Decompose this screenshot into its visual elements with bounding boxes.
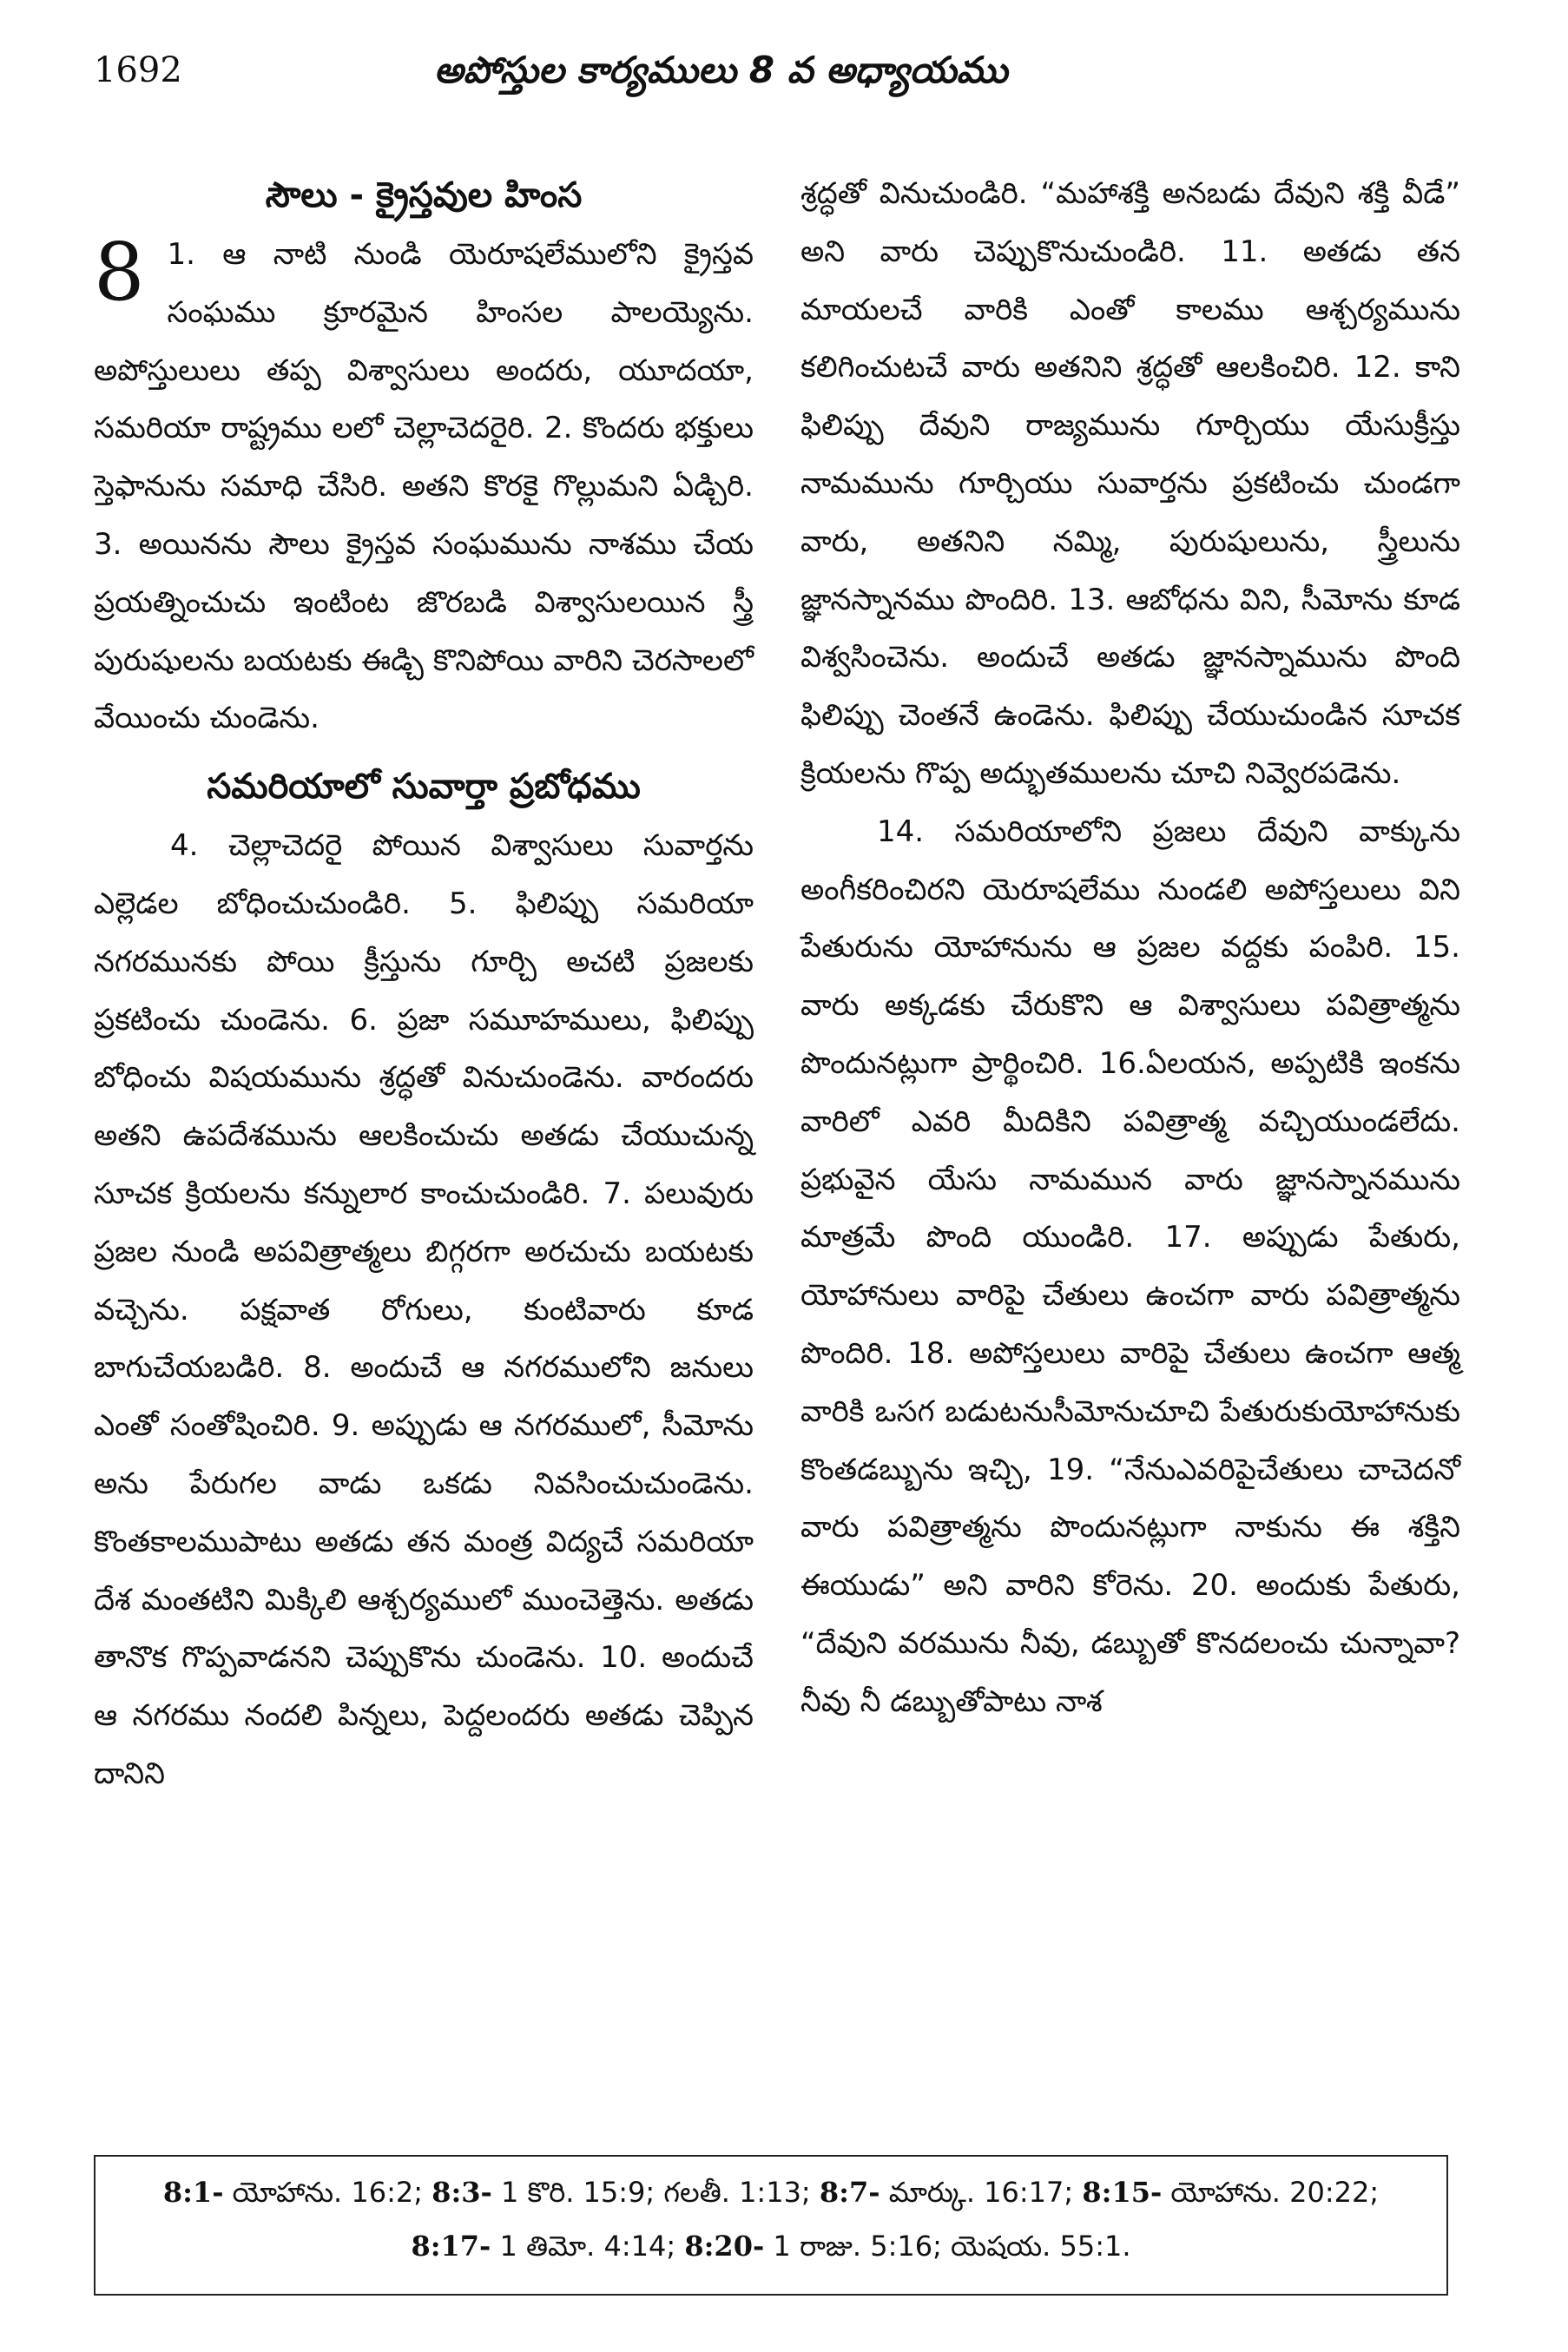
page-number: 1692 — [94, 50, 182, 90]
chapter-number: 8 — [94, 226, 145, 319]
verse-paragraph: 14. సమరియాలోని ప్రజలు దేవుని వాక్కును అంగీకరించిరని యెరూషలేము నుండలి అపోస్తలులు విని పేతురును యోహానును ఆ ప్రజల వద్దకు పంపిరి. 15. వారు అక్కడకు చేరుకొని ఆ విశ్వాసులు పవిత్రాత్మను పొందునట్లుగా ప్రార్థించిరి. 16.ఏలయన, అప్పటికి ఇంకను వారిలో ఎవరి మీదికిని పవిత్రాత్మ వచ్చియుండలేదు. ప్రభువైన యేసు నామమున వారు జ్ఞానస్నానమును మాత్రమే పొంది యుండిరి. 17. అప్పుడు పేతురు, యోహానులు వారిపై చేతులు ఉంచగా వారు పవిత్రాత్మను పొందిరి. 18. అపోస్తలులు వారిపై చేతులు ఉంచగా ఆత్మ వారికి ఒసగ బడుటనుసీమోనుచూచి పేతురుకుయోహానుకు కొంతడబ్బును ఇచ్చి, 19. “నేనుఎవరిపైచేతులు చాచెదనో వారు పవిత్రాత్మను పొందునట్లుగా నాకును ఈ శక్తిని ఈయుడు” అని వారిని కోరెను. 20. అందుకు పేతురు, “దేవుని వరమును నీవు, డబ్బుతో కొనదలంచు చున్నావా? నీవు నీ డబ్బుతోపాటు నాశ — [800, 814, 1460, 1719]
footnote-item: 8:3- 1 కొరి. 15:9; గలతీ. 1:13; — [432, 2176, 820, 2209]
footnote-box — [94, 2155, 1448, 2296]
left-column — [94, 165, 754, 1803]
footnote-item: 8:15- యోహాను. 20:22; — [1082, 2176, 1380, 2209]
footnote-item: 8:17- 1 తిమో. 4:14; — [411, 2230, 685, 2263]
running-title: అపోస్తుల కార్యములు 8 వ అధ్యాయము — [434, 49, 1008, 91]
verse-paragraph: శ్రద్ధతో వినుచుండిరి. “మహాశక్తి అనబడు దేవుని శక్తి వీడే” అని వారు చెప్పుకొనుచుండిరి. 11. అతడు తన మాయలచే వారికి ఎంతో కాలము ఆశ్చర్యమును కలిగించుటచే వారు అతనిని శ్రద్ధతో ఆలకించిరి. 12. కాని ఫిలిప్పు దేవుని రాజ్యమును గూర్చియు యేసుక్రీస్తు నామమును గూర్చియు సువార్తను ప్రకటించు చుండగా వారు, అతనిని నమ్మి, పురుషులును, స్త్రీలును జ్ఞానస్నానము పొందిరి. 13. ఆబోధను విని, సీమోను కూడ విశ్వసించెను. అందుచే అతడు జ్ఞానస్నామును పొంది ఫిలిప్పు చెంతనే ఉండెను. ఫిలిప్పు చేయుచుండిన సూచక క్రియలను గొప్ప అద్భుతములను చూచి నివ్వెరపడెను. — [800, 176, 1460, 791]
footnote-item: 8:1- యోహాను. 16:2; — [162, 2176, 432, 2209]
right-column — [800, 165, 1460, 1731]
section-heading: సౌలు - క్రైస్తవుల హింస — [265, 175, 583, 215]
footnote-item: 8:20- 1 రాజు. 5:16; యెషయ. 55:1. — [684, 2230, 1131, 2263]
verse-paragraph: 4. చెల్లాచెదరై పోయిన విశ్వాసులు సువార్తను ఎల్లెడల బోధించుచుండిరి. 5. ఫిలిప్పు సమరియా నగరమునకు పోయి క్రీస్తును గూర్చి అచటి ప్రజలకు ప్రకటించు చుండెను. 6. ప్రజా సమూహములు, ఫిలిప్పు బోధించు విషయమును శ్రద్ధతో వినుచుండెను. వారందరు అతని ఉపదేశమును ఆలకించుచు అతడు చేయుచున్న సూచక క్రియలను కన్నులార కాంచుచుండిరి. 7. పలువురు ప్రజల నుండి అపవిత్రాత్మలు బిగ్గరగా అరచుచు బయటకు వచ్చెను. పక్షవాత రోగులు, కుంటివారు కూడ బాగుచేయబడిరి. 8. అందుచే ఆ నగరములోని జనులు ఎంతో సంతోషించిరి. 9. అప్పుడు ఆ నగరములో, సీమోను అను పేరుగల వాడు ఒకడు నివసించుచుండెను. కొంతకాలముపాటు అతడు తన మంత్ర విద్యచే సమరియా దేశ మంతటిని మిక్కిలి ఆశ్చర్యములో ముంచెత్తెను. అతడు తానొక గొప్పవాడనని చెప్పుకొను చుండెను. 10. అందుచే ఆ నగరము నందలి పిన్నలు, పెద్దలందరు అతడు చెప్పిన దానిని — [94, 828, 754, 1791]
section-heading: సమరియాలో సువార్తా ప్రబోధము — [207, 767, 641, 807]
footnote-item: 8:7- మార్కు. 16:17; — [819, 2176, 1083, 2209]
verse-paragraph: 1. ఆ నాటి నుండి యెరూషలేములోని క్రైస్తవ సంఘము క్రూరమైన హింసల పాలయ్యెను. అపోస్తులులు తప్ప విశ్వాసులు అందరు, యూదయా, సమరియా రాష్ట్రము లలో చెల్లాచెదరైరి. 2. కొందరు భక్తులు స్తెఫానును సమాధి చేసిరి. అతని కొరకై గొల్లుమని ఏడ్చిరి. 3. అయినను సౌలు క్రైస్తవ సంఘమును నాశము చేయ ప్రయత్నించుచు ఇంటింట జొరబడి విశ్వాసులయిన స్త్రీ పురుషులను బయటకు ఈడ్చి కొనిపోయి వారిని చెరసాలలో వేయించు చుండెను. — [94, 237, 754, 736]
